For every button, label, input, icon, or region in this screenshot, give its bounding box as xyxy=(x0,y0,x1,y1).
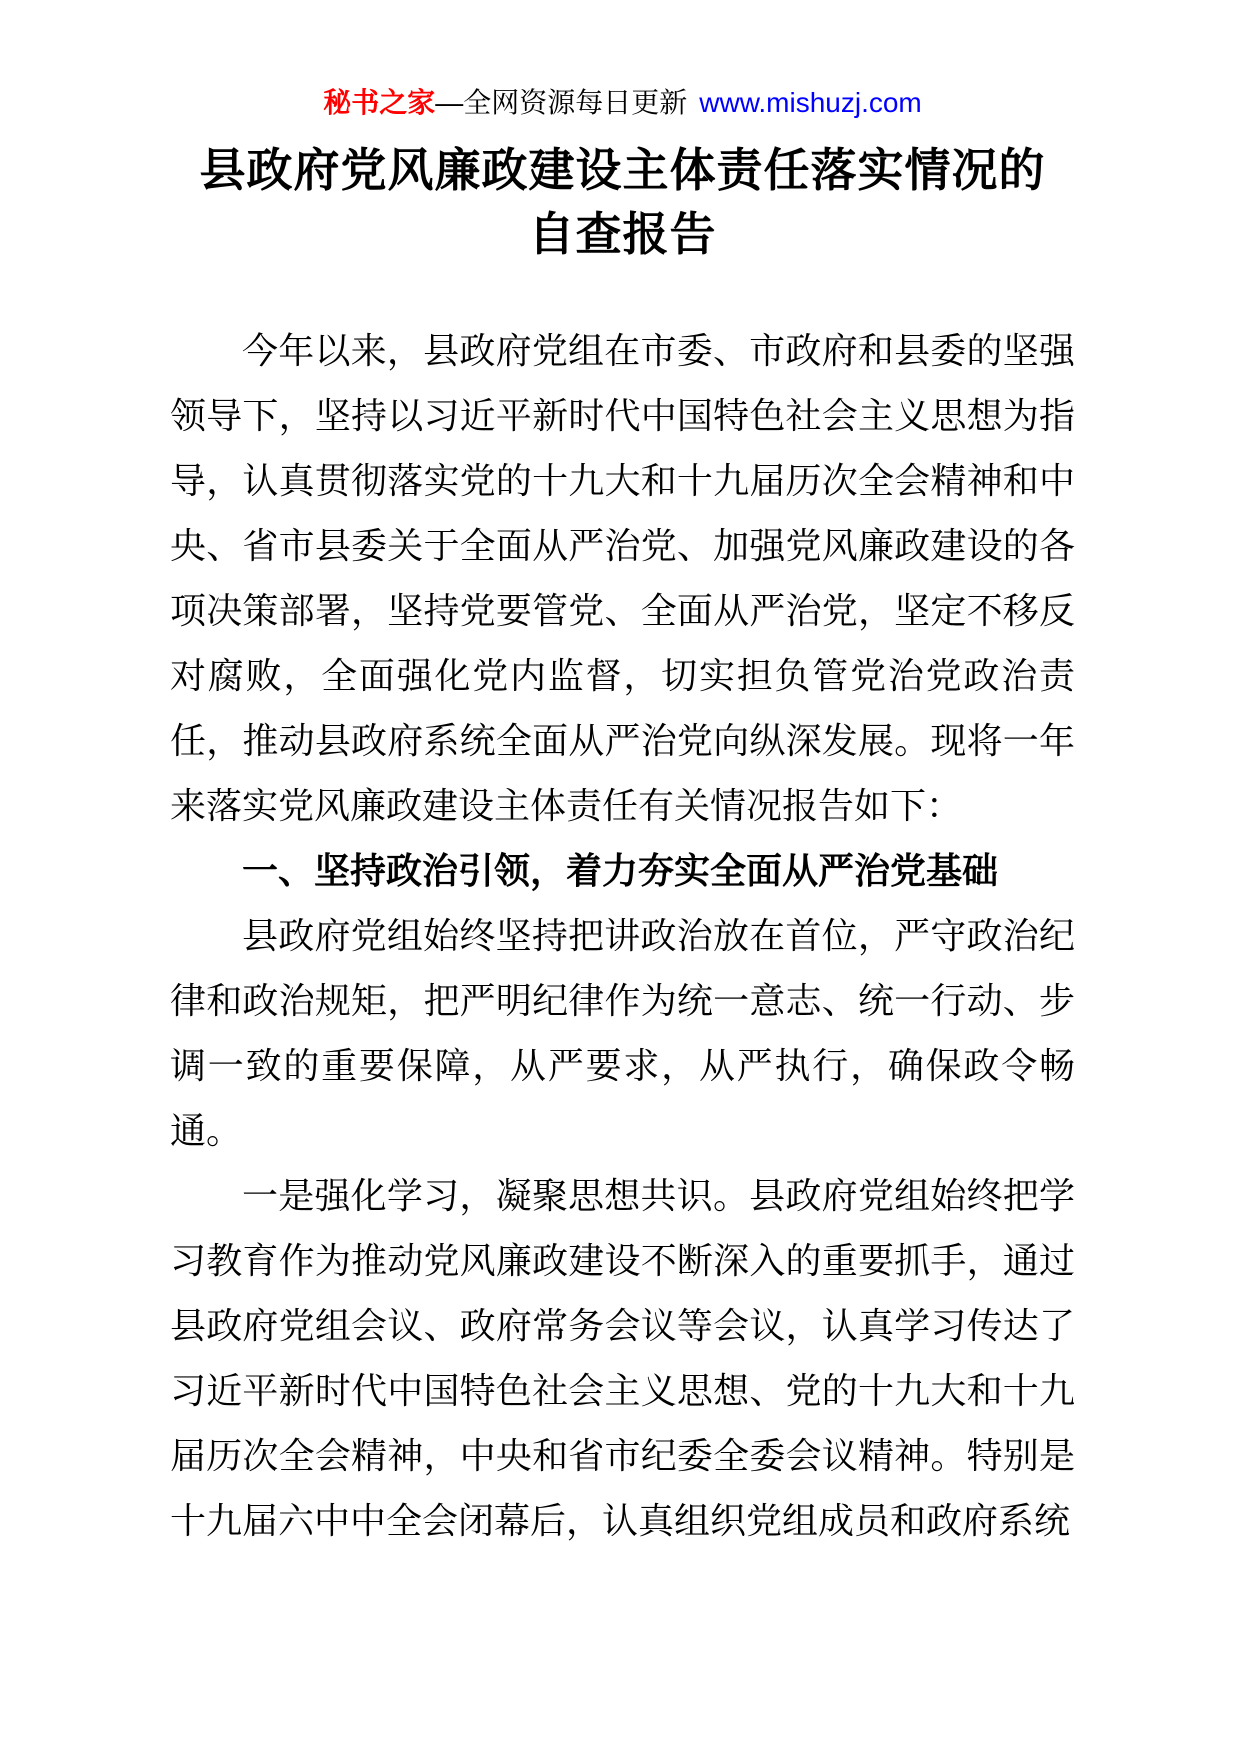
brand-text: 秘书之家 xyxy=(323,87,436,118)
paragraph-section-overview: 县政府党组始终坚持把讲政治放在首位，严守政治纪律和政治规矩，把严明纪律作为统一意志、统一行动、步调一致的重要保障，从严要求，从严执行，确保政令畅通。 xyxy=(170,915,1075,1151)
header-url: www.mishuzj.com xyxy=(699,87,922,118)
site-header xyxy=(170,82,1075,124)
document-body xyxy=(170,318,1075,1553)
document-title xyxy=(170,138,1075,266)
paragraph-point-one: 一是强化学习，凝聚思想共识。县政府党组始终把学习教育作为推动党风廉政建设不断深入的重要抓手，通过县政府党组会议、政府常务会议等会议，认真学习传达了习近平新时代中国特色社会主义思想、党的十九大和十九届历次全会精神，中央和省市纪委全委会议精神。特别是十九届六中中全会闭幕后，认真组织党组成员和政府系统 xyxy=(170,1175,1075,1541)
title-line-1: 县政府党风廉政建设主体责任落实情况的 xyxy=(199,144,1046,196)
title-line-2: 自查报告 xyxy=(528,208,717,260)
header-tagline: —全网资源每日更新 xyxy=(435,87,688,118)
paragraph-intro: 今年以来，县政府党组在市委、市政府和县委的坚强领导下，坚持以习近平新时代中国特色社会主义思想为指导，认真贯彻落实党的十九大和十九届历次全会精神和中央、省市县委关于全面从严治党、加强党风廉政建设的各项决策部署，坚持党要管党、全面从严治党，坚定不移反对腐败，全面强化党内监督，切实担负管党治党政治责任，推动县政府系统全面从严治党向纵深发展。现将一年来落实党风廉政建设主体责任有关情况报告如下： xyxy=(170,330,1075,826)
section-heading-1: 一、坚持政治引领，着力夯实全面从严治党基础 xyxy=(242,850,999,891)
